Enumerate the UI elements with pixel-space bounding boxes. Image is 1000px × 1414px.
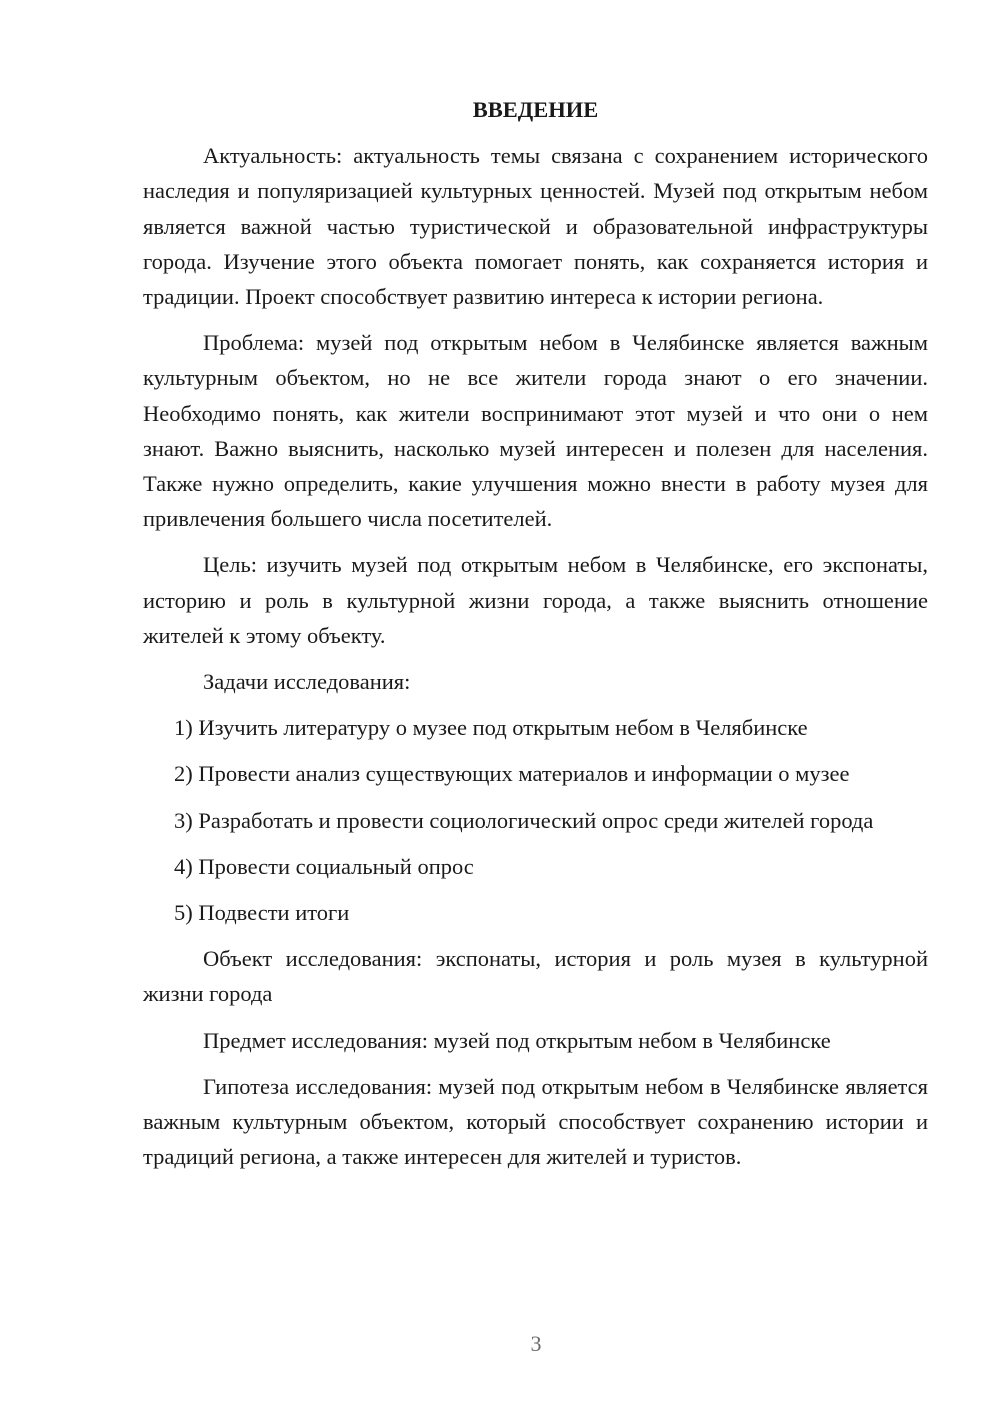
paragraph-hypothesis: Гипотеза исследования: музей под открытым небом в Челябинске является важным культурным объектом, который способствует сохранению истории и традиций региона, а также интересен для жителей и туристов. [143,1073,928,1170]
section-title: ВВЕДЕНИЕ [472,97,599,122]
paragraph-relevance: Актуальность: актуальность темы связана с сохранением исторического наследия и популяризацией культурных ценностей. Музей под открытым небом является важной частью туристической и образовательной инфраструктуры города. Изучение этого объекта помогает понять, как сохраняется история и традиции. Проект способствует развитию интереса к истории региона. [143,143,928,310]
task-item-3: 3) Разработать и провести социологический опрос среди жителей города [174,807,874,833]
paragraph-goal: Цель: изучить музей под открытым небом в Челябинске, его экспонаты, историю и роль в культурной жизни города, а также выяснить отношение жителей к этому объекту. [143,552,928,648]
task-item-2: 2) Провести анализ существующих материалов и информации о музее [174,761,850,787]
task-item-4: 4) Провести социальный опрос [174,853,474,879]
task-item-5: 5) Подвести итоги [174,900,350,926]
page-number: 3 [530,1331,542,1356]
paragraph-problem: Проблема: музей под открытым небом в Челябинске является важным культурным объектом, но не все жители города знают о его значении. Необходимо понять, как жители воспринимают этот музей и что они о нем знают. Важно выяснить, насколько музей интересен и полезен для населения. Также нужно определить, какие улучшения можно внести в работу музея для привлечения большего числа посетителей. [143,330,928,532]
page-content [143,92,928,1185]
tasks-heading: Задачи исследования: [203,669,411,695]
paragraph-subject: Предмет исследования: музей под открытым небом в Челябинске [203,1027,831,1053]
task-item-1: 1) Изучить литературу о музее под открытым небом в Челябинске [174,715,808,741]
paragraph-object: Объект исследования: экспонаты, история и роль музея в культурной жизни города [143,946,928,1007]
